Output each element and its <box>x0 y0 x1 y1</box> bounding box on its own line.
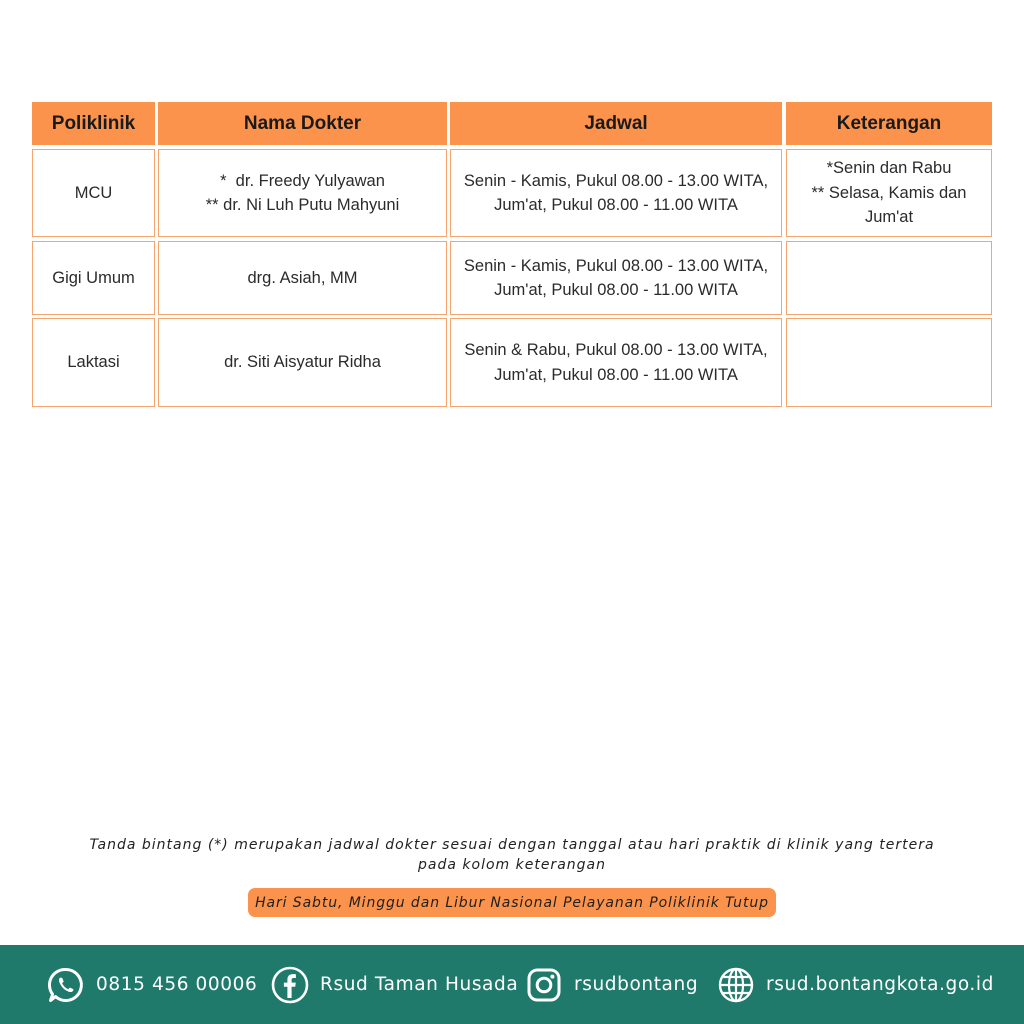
header-nama-dokter <box>158 102 447 145</box>
row-mcu-dokter <box>158 149 447 237</box>
doctor-name: drg. Asiah, MM <box>247 268 358 287</box>
facebook-icon <box>270 965 310 1005</box>
remark-line: ** Selasa, Kamis dan <box>811 183 967 202</box>
poliklinik-name: Laktasi <box>67 353 120 372</box>
poliklinik-name: MCU <box>74 183 113 202</box>
whatsapp-icon <box>46 965 86 1005</box>
globe-icon <box>716 965 756 1005</box>
header-poliklinik <box>32 102 155 145</box>
contact-instagram[interactable] <box>524 945 698 1024</box>
instagram-icon <box>524 965 564 1005</box>
header-keterangan-label: Keterangan <box>836 112 942 134</box>
remark-line: *Senin dan Rabu <box>826 159 952 178</box>
asterisk-note-line-1: Tanda bintang (*) merupakan jadwal dokter sesuai dengan tanggal atau hari praktik di klinik yang tertera <box>89 837 935 853</box>
row-laktasi-jadwal <box>450 318 782 407</box>
closed-notice-badge <box>248 888 776 917</box>
asterisk-note <box>0 836 1024 875</box>
schedule-line: Senin & Rabu, Pukul 08.00 - 13.00 WITA, <box>464 341 768 359</box>
poliklinik-name: Gigi Umum <box>52 268 135 287</box>
schedule-line: Senin - Kamis, Pukul 08.00 - 13.00 WITA, <box>463 256 769 275</box>
row-laktasi-dokter <box>158 318 447 407</box>
phone-number: 0815 456 00006 <box>96 974 258 995</box>
contact-footer <box>0 945 1024 1024</box>
row-mcu-jadwal <box>450 149 782 237</box>
doctor-name: ** dr. Ni Luh Putu Mahyuni <box>205 196 400 214</box>
row-gigi-umum-poliklinik <box>32 241 155 315</box>
schedule-line: Jum'at, Pukul 08.00 - 11.00 WITA <box>494 196 738 214</box>
row-gigi-umum-dokter <box>158 241 447 315</box>
header-nama-dokter-label: Nama Dokter <box>243 112 362 134</box>
row-mcu-keterangan <box>786 149 992 237</box>
header-keterangan <box>786 102 992 145</box>
doctor-name: dr. Siti Aisyatur Ridha <box>224 353 381 372</box>
facebook-page-name: Rsud Taman Husada <box>320 974 519 995</box>
doctor-name: * dr. Freedy Yulyawan <box>220 171 385 190</box>
row-laktasi-poliklinik <box>32 318 155 407</box>
schedule-line: Jum'at, Pukul 08.00 - 11.00 WITA <box>494 281 738 299</box>
schedule-line: Senin - Kamis, Pukul 08.00 - 13.00 WITA, <box>463 171 769 190</box>
row-gigi-umum-jadwal <box>450 241 782 315</box>
row-gigi-umum-keterangan <box>786 241 992 315</box>
row-laktasi-keterangan <box>786 318 992 407</box>
closed-notice-text: Hari Sabtu, Minggu dan Libur Nasional Pelayanan Poliklinik Tutup <box>255 894 769 911</box>
row-mcu-poliklinik <box>32 149 155 237</box>
header-jadwal-label: Jadwal <box>584 112 648 134</box>
contact-facebook[interactable] <box>270 945 518 1024</box>
remark-line: Jum'at <box>864 208 914 227</box>
instagram-handle: rsudbontang <box>574 974 699 995</box>
contact-website[interactable] <box>716 945 994 1024</box>
website-url: rsud.bontangkota.go.id <box>766 974 994 995</box>
contact-phone[interactable] <box>46 945 257 1024</box>
schedule-line: Jum'at, Pukul 08.00 - 11.00 WITA <box>494 365 738 384</box>
header-jadwal <box>450 102 782 145</box>
header-poliklinik-label: Poliklinik <box>51 112 136 134</box>
asterisk-note-line-2: pada kolom keterangan <box>418 856 606 873</box>
